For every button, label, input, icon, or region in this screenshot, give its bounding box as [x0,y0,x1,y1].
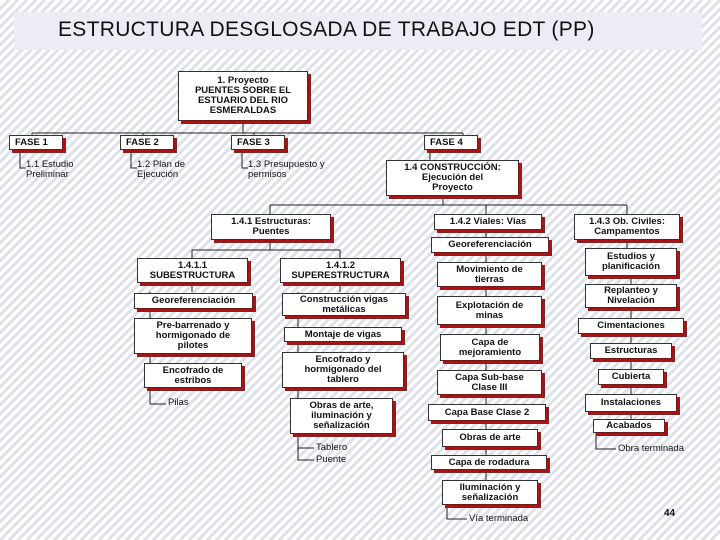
sub-encofrado-estribos-box: Encofrado de estribos [144,363,242,388]
task-estudio-preliminar: 1.1 Estudio Preliminar [26,159,74,180]
via-explotacion-minas-box: Explotación de minas [437,296,542,325]
via-iluminacion-box: Iluminación y señalización [442,480,538,505]
civ-cimentaciones-box: Cimentaciones [578,318,684,334]
via-base-box: Capa Base Clase 2 [428,404,546,421]
civ-cubierta-box: Cubierta [598,369,664,385]
civ-instalaciones-box: Instalaciones [585,394,677,412]
via-terminada-label: Vía terminada [469,513,529,524]
phase-1-box: FASE 1 [9,135,63,150]
via-capa-mejoramiento-box: Capa de mejoramiento [440,334,540,361]
construccion-box: 1.4 CONSTRUCCIÓN: Ejecución del Proyecto [386,160,519,196]
via-rodadura-box: Capa de rodadura [431,455,547,470]
page-number: 44 [664,508,676,519]
project-root-box: 1. Proyecto PUENTES SOBRE EL ESTUARIO DEL RIO ESMERALDAS [178,71,308,121]
via-subbase-box: Capa Sub-base Clase III [437,370,542,395]
phase-2-box: FASE 2 [120,135,174,150]
task-presupuesto-permisos: 1.3 Presupuesto y permisos [248,159,325,180]
civ-obra-terminada-label: Obra terminada [618,443,685,454]
sup-vigas-metalicas-box: Construcción vigas metálicas [282,293,406,316]
via-movimiento-tierras-box: Movimiento de tierras [437,262,542,287]
task-plan-ejecucion: 1.2 Plan de Ejecución [137,159,186,180]
civ-estructuras-box: Estructuras [590,343,672,359]
sup-puente-label: Puente [316,454,347,465]
phase-4-box: FASE 4 [424,135,478,150]
sub-prebarrenado-box: Pre-barrenado y hormigonado de pilotes [134,318,252,354]
sup-obras-arte-box: Obras de arte, iluminación y señalización [290,398,393,434]
civ-acabados-box: Acabados [593,419,665,433]
phase-3-box: FASE 3 [231,135,285,150]
sub-georeferenciacion-box: Georeferenciación [134,293,253,309]
sup-tablero-label: Tablero [316,442,348,453]
civ-estudios-box: Estudios y planificación [585,248,677,276]
subestructura-box: 1.4.1.1 SUBESTRUCTURA [137,258,248,283]
viales-vias-box: 1.4.2 Viales: Vías [434,214,542,230]
via-obras-arte-box: Obras de arte [442,429,538,447]
sup-montaje-vigas-box: Montaje de vigas [284,327,402,342]
sup-encofrado-tablero-box: Encofrado y hormigonado del tablero [282,352,404,388]
civ-replanteo-box: Replanteo y Nivelación [585,284,677,308]
obras-civiles-box: 1.4.3 Ob. Civiles: Campamentos [574,214,680,240]
superestructura-box: 1.4.1.2 SUPERESTRUCTURA [280,258,401,283]
via-georeferenciacion-box: Georeferenciación [431,237,549,253]
slide-title: ESTRUCTURA DESGLOSADA DE TRABAJO EDT (PP) [58,18,595,41]
sub-pilas-label: Pilas [168,397,189,408]
estructuras-puentes-box: 1.4.1 Estructuras: Puentes [211,214,331,240]
